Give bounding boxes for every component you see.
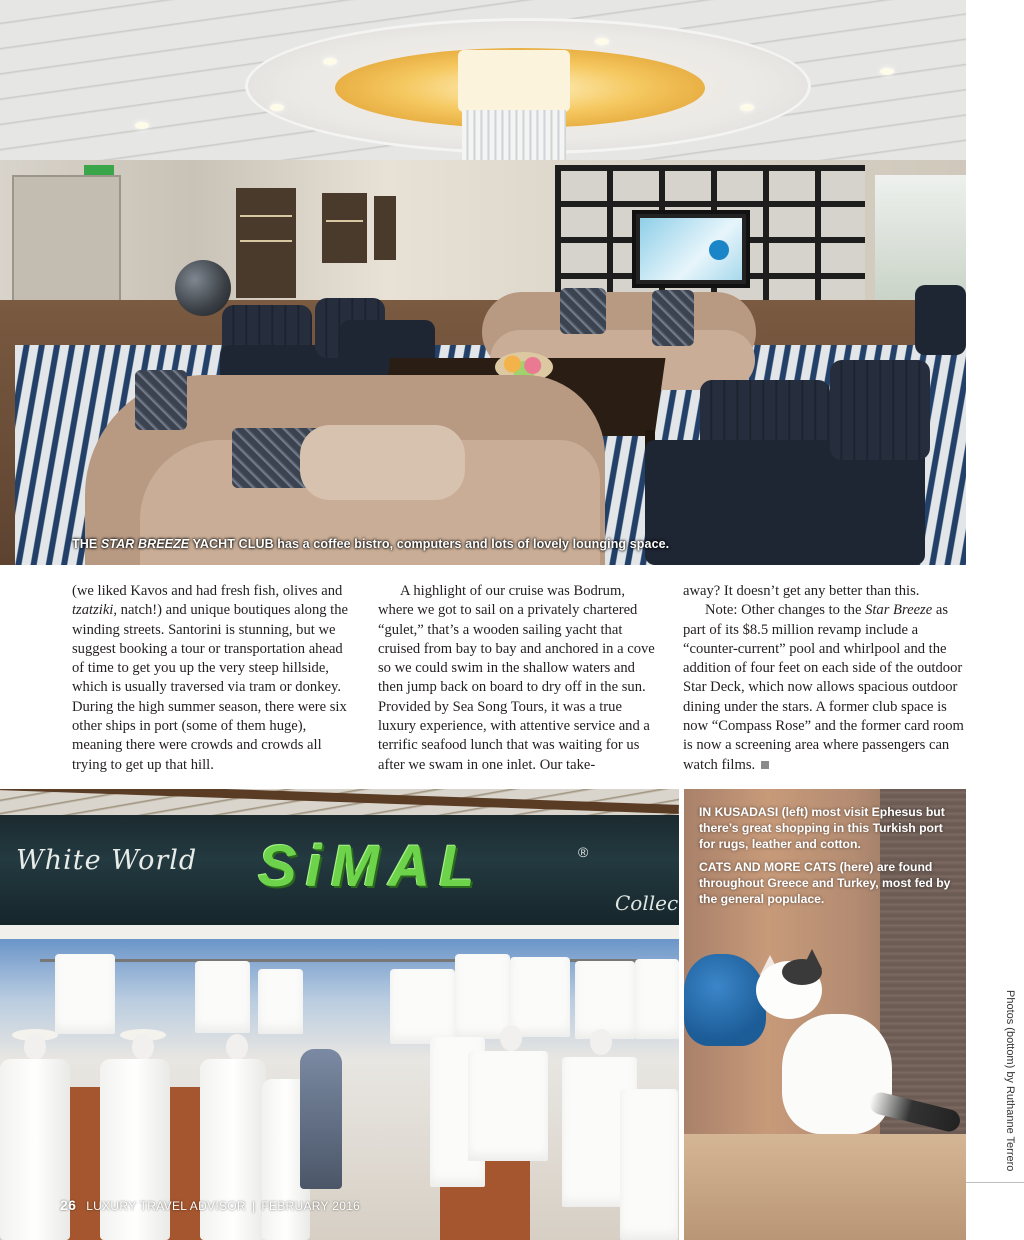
blue-bag [684,954,766,1046]
white-shirt [620,1089,678,1240]
bookshelf [322,193,367,263]
mannequin-head [500,1025,522,1051]
shelf-light [240,240,292,242]
shopper [300,1049,342,1189]
hanging-shirt [575,961,635,1039]
ceiling-spotlight [135,122,149,129]
mannequin-head [24,1034,46,1060]
mannequin-head [132,1034,154,1060]
caption-text: YACHT CLUB has a coffee bistro, computers and lots of lovely lounging space. [189,537,670,551]
bookshelf [236,188,296,298]
ceiling-spotlight [880,68,894,75]
issue-date: FEBRUARY 2016 [261,1199,361,1213]
shelf-light [326,220,363,222]
throw-pillow [652,290,694,346]
sign-brand-text: SiMAL [258,834,484,899]
paragraph: away? It doesn’t get any better than this. [683,583,920,599]
photo-captions [699,805,961,916]
end-of-article-icon [761,761,769,769]
page-number: 26 [60,1197,77,1213]
paragraph [72,582,357,775]
globe [175,260,231,316]
photo-credit-text: Photos (bottom) by Ruthanne Terrero [1004,990,1016,1172]
text-run: (we liked Kavos and had fresh fish, olives and [72,583,343,599]
hanging-shirt [195,961,250,1033]
margin-rule [966,1182,1024,1183]
hanging-shirt [455,954,510,1039]
armchair-back [830,360,930,460]
article-column-1 [72,582,357,775]
text-run: Note: Other changes to the [705,602,866,619]
bookshelf [374,196,396,260]
paragraph: A highlight of our cruise was Bodrum, where we got to sail on a privately chartered “gulet,” that’s a wooden sailing yacht that cruised from bay to bay and anchored in a cove so we could swim in the shallow waters and then jump back on board to dry off in the sun. Provided by Sea Song Tours, it was a true luxury experience, with attentive service and a terrific seafood lunch that was waiting for us after we swam in one inlet. Our take- [378,583,655,773]
ceiling-spotlight [595,38,609,45]
sign-script-text: White World [16,845,198,876]
kusadasi-shop-photo [0,789,679,1240]
mannequin-shirt [468,1051,548,1161]
ceiling-spotlight [740,104,754,111]
stone-ledge [684,1134,966,1240]
shop-sign [0,815,679,925]
hanging-shirt [258,969,303,1034]
folio-separator: | [251,1199,256,1213]
photo-credit [1002,990,1022,1190]
info-icon [709,240,729,260]
chandelier-shade [458,50,570,112]
screen [640,218,742,280]
sign-trim [0,925,679,939]
text-run: , natch!) and unique boutiques along the winding streets. Santorini is stunning, but we suggest booking a tour or transportation ahead of time to get you up the very steep hillside, which is usually traversed via tram or donkey. During the high summer season, there were six other ships in port (some of them huge), meaning there were crowds and crowds all trying to get up that hill. [72,602,349,773]
text-run: as part of its $8.5 million revamp include a “counter-current” pool and whirlpool and the addition of four feet on each side of the outdoor Star Deck, which now allows spacious outdoor dining under the stars. A former club space is now “Compass Rose” and the former card room is now a screening area where passengers can watch films. [683,602,964,773]
caption-ship-name: STAR BREEZE [100,537,190,551]
cat-body [782,1014,892,1134]
page-folio [60,1197,360,1213]
photo-caption [72,537,669,551]
article-column-2 [378,582,663,775]
mannequin-head [226,1034,248,1060]
info-screen [632,210,750,288]
sign-partial-text: Collec [615,891,679,915]
paragraph [683,601,966,775]
throw-pillow [135,370,187,430]
shelf-light [240,215,292,217]
ceiling-spotlight [270,104,284,111]
kusadasi-caption: IN KUSADASI (left) most visit Ephesus but there’s great shopping in this Turkish port for rugs, leather and cotton. [699,805,945,851]
mannequin-head [590,1029,612,1055]
text-run-italic: tzatziki [72,602,114,619]
article-column-3 [683,582,966,775]
side-chair [915,285,966,355]
hanging-shirt [510,957,570,1037]
ceiling-spotlight [323,58,337,65]
hanging-shirt [55,954,115,1034]
publication-name: LUXURY TRAVEL ADVISOR [86,1199,246,1213]
sign-registered-mark: ® [578,844,589,860]
cats-caption: CATS AND MORE CATS (here) are found throughout Greece and Turkey, most fed by the general populace. [699,860,951,906]
caption-lead: THE [72,537,101,551]
text-run-italic: Star Breeze [865,602,933,619]
exit-sign [84,165,114,175]
cat-black-patch [782,959,822,985]
yacht-club-photo [0,0,966,565]
throw-pillow [560,288,606,334]
hanging-shirt [635,959,679,1039]
hanging-shirt [390,969,455,1044]
sofa-cushion [300,425,465,500]
